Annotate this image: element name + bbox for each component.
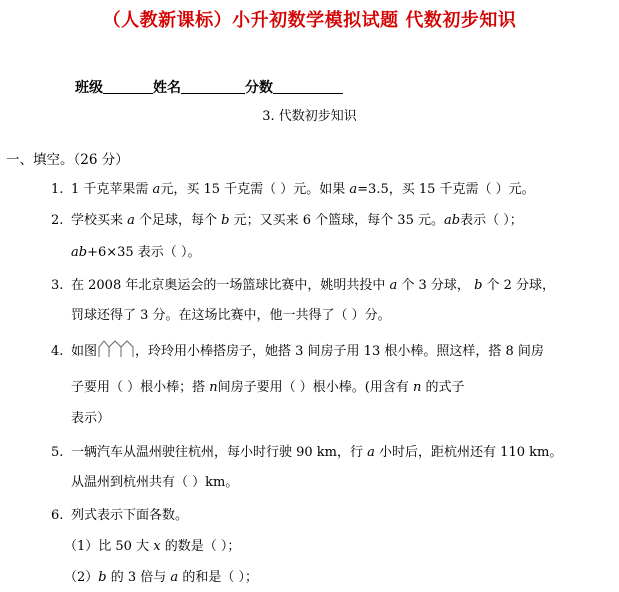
class-blank[interactable] — [103, 79, 153, 94]
student-info-line — [75, 77, 343, 97]
variable: b — [474, 278, 483, 293]
question-2: 2. 学校买来 a 个足球，每个 b 元；又买来 6 个篮球，每个 35 元。ab表示（ ）； — [51, 213, 523, 228]
class-label: 班级 — [75, 80, 103, 96]
variable: a — [127, 213, 135, 228]
question-6: 6. 列式表示下面各数。 — [51, 508, 189, 523]
variable: b — [98, 570, 107, 585]
variable: n — [412, 380, 422, 395]
stick-houses-icon — [98, 340, 134, 358]
question-number: 1. — [51, 182, 64, 197]
question-number: 6. — [51, 508, 64, 523]
question-6-part-2: （2）b 的 3 倍与 a 的和是（ ）； — [64, 570, 258, 585]
variable: n — [209, 380, 218, 395]
section-subtitle: 3. 代数初步知识 — [262, 109, 357, 124]
question-number: 3. — [51, 278, 64, 293]
score-label: 分数 — [245, 80, 273, 96]
variable: a — [349, 182, 358, 197]
variable: a — [367, 445, 375, 460]
name-blank[interactable] — [181, 79, 245, 94]
variable: ab — [71, 245, 88, 260]
question-6-part-1: （1）比 50 大 x 的数是（ ）； — [64, 539, 241, 554]
question-2-continued: ab+6×35 表示（ ）。 — [71, 245, 201, 260]
question-5: 5. 一辆汽车从温州驶往杭州，每小时行驶 90 km，行 a 小时后，距杭州还有 110 km。 — [51, 445, 563, 460]
question-3: 3. 在 2008 年北京奥运会的一场篮球比赛中，姚明共投中 a 个 3 分球， b 个 2 分球， — [51, 278, 556, 293]
variable: a — [389, 278, 398, 293]
variable: b — [221, 213, 230, 228]
question-4-continued: 子要用（ ）根小棒；搭 n间房子要用（ ）根小棒。(用含有 n 的式子 — [71, 380, 465, 395]
section-heading: 一、填空。（26 分） — [6, 152, 129, 168]
variable: a — [152, 182, 161, 197]
question-number: 5. — [51, 445, 64, 460]
name-label: 姓名 — [153, 80, 181, 96]
score-blank[interactable] — [273, 79, 343, 94]
variable: ab — [443, 213, 461, 228]
question-4: 4. 如图 ，玲玲用小棒搭房子，她搭 3 间房子用 13 根小棒。照这样，搭 8 间房 — [51, 340, 544, 361]
question-1: 1. 1 千克苹果需 a元，买 15 千克需（ ）元。如果 a=3.5，买 15 千克需（ ）元。 — [51, 182, 535, 197]
question-4-continued-2: 表示） — [71, 411, 111, 426]
question-5-continued: 从温州到杭州共有（ ）km。 — [71, 475, 239, 490]
document-title: （人教新课标）小升初数学模拟试题 代数初步知识 — [102, 10, 517, 31]
variable: x — [153, 539, 161, 554]
question-number: 2. — [51, 213, 64, 228]
variable: a — [170, 570, 179, 585]
question-number: 4. — [51, 344, 64, 359]
question-3-continued: 罚球还得了 3 分。在这场比赛中，他一共得了（ ）分。 — [71, 308, 391, 323]
